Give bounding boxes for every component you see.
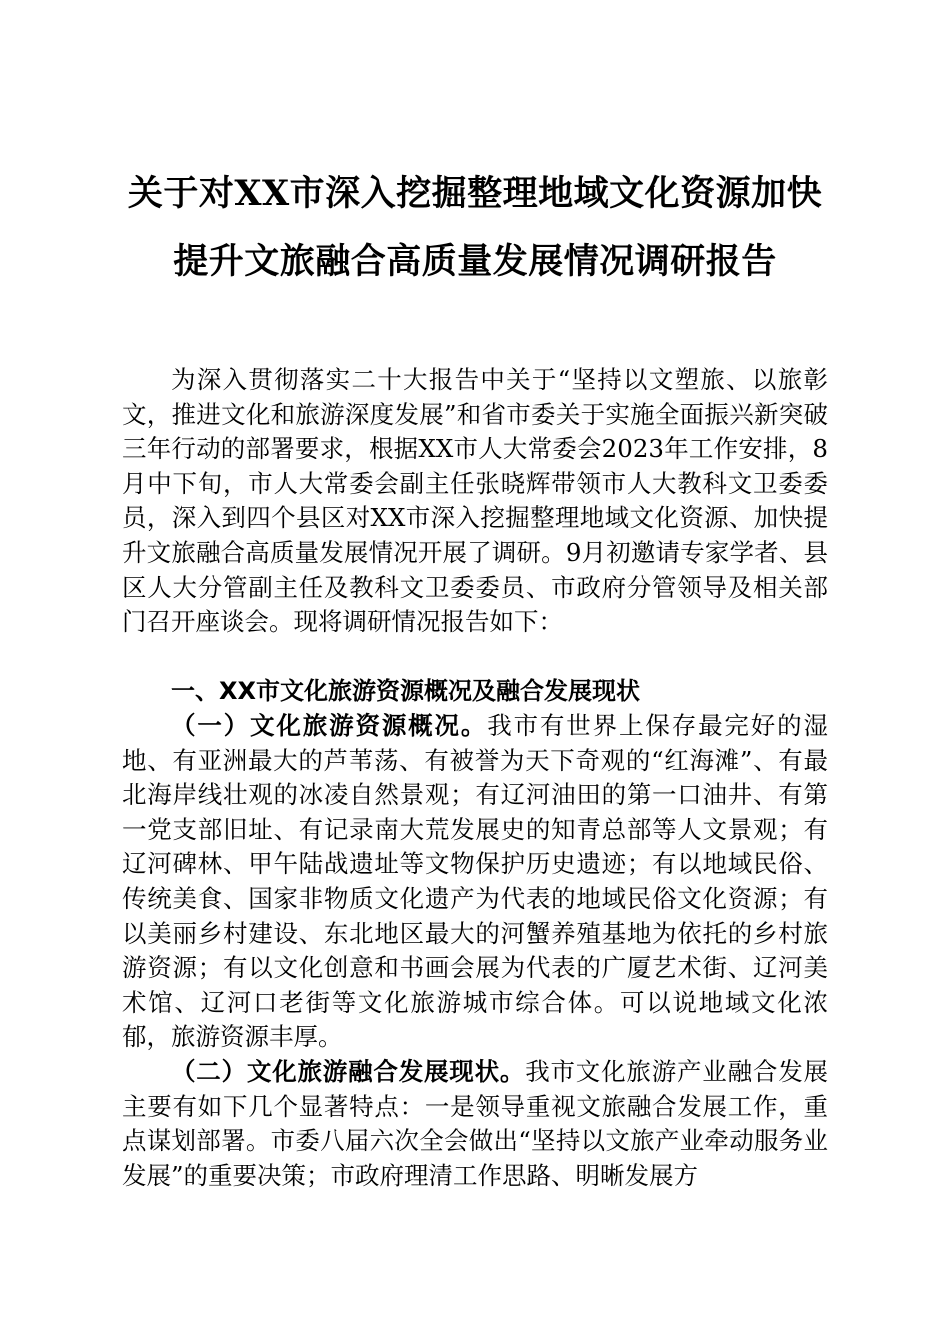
intro-paragraph: 为深入贯彻落实二十大报告中关于“坚持以文塑旅、以旅彰文，推进文化和旅游深度发展”和省市委关于实施全面振兴新突破三年行动的部署要求，根据XX市人大常委会2023年工作安排，8月中下旬，市人大常委会副主任张晓辉带领市人大教科文卫委委员，深入到四个县区对XX市深入挖掘整理地域文化资源、加快提升文旅融合高质量发展情况开展了调研。9月初邀请专家学者、县区人大分管副主任及教科文卫委委员、市政府分管领导及相关部门召开座谈会。现将调研情况报告如下： bbox=[122, 365, 828, 637]
subsection-2-paragraph bbox=[122, 1055, 828, 1193]
subsection-1-paragraph bbox=[122, 709, 828, 1055]
subsection-1-lead: （一）文化旅游资源概况。 bbox=[171, 711, 488, 740]
section-1-heading: 一、XX市文化旅游资源概况及融合发展现状 bbox=[171, 677, 641, 705]
document-title-line-2: 提升文旅融合高质量发展情况调研报告 bbox=[173, 241, 777, 282]
subsection-2-body: 我市文化旅游产业融合发展主要有如下几个显著特点：一是领导重视文旅融合发展工作，重点谋划部署。市委八届六次全会做出“坚持以文旅产业牵动服务业发展”的重要决策；市政府理清工作思路、明晰发展方 bbox=[122, 1057, 829, 1190]
subsection-2-lead: （二）文化旅游融合发展现状。 bbox=[171, 1057, 526, 1086]
subsection-1-body: 我市有世界上保存最完好的湿地、有亚洲最大的芦苇荡、有被誉为天下奇观的“红海滩”、有最北海岸线壮观的冰凌自然景观；有辽河油田的第一口油井、有第一党支部旧址、有记录南大荒发展史的知青总部等人文景观；有辽河碑林、甲午陆战遗址等文物保护历史遗迹；有以地域民俗、传统美食、国家非物质文化遗产为代表的地域民俗文化资源；有以美丽乡村建设、东北地区最大的河蟹养殖基地为依托的乡村旅游资源；有以文化创意和书画会展为代表的广厦艺术街、辽河美术馆、辽河口老街等文化旅游城市综合体。可以说地域文化浓郁，旅游资源丰厚。 bbox=[122, 711, 828, 1052]
document-title-line-1: 关于对XX市深入挖掘整理地域文化资源加快 bbox=[127, 173, 823, 214]
